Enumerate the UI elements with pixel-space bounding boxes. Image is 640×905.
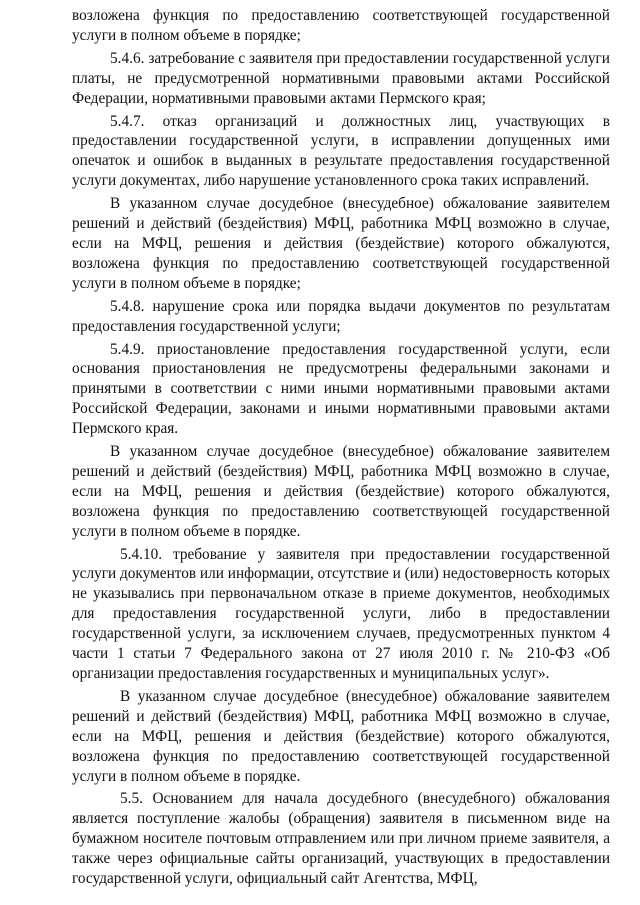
paragraph-5-4-6: 5.4.6. затребование с заявителя при предоставлении государственной услуги платы, не предусмотренной нормативными правовыми актами Российской Федерации, нормативными правовыми актами Пермского края;	[72, 49, 610, 107]
document-page	[72, 6, 610, 892]
paragraph-mfc-appeal-3: В указанном случае досудебное (внесудебное) обжалование заявителем решений и действий (бездействия) МФЦ, работника МФЦ возможно в случае, если на МФЦ, решения и действия (бездействие) которого обжалуются, возложена функция по предоставлению соответствующей государственной услуги в полном объеме в порядке.	[72, 687, 610, 785]
paragraph-mfc-appeal-2: В указанном случае досудебное (внесудебное) обжалование заявителем решений и действий (бездействия) МФЦ, работника МФЦ возможно в случае, если на МФЦ, решения и действия (бездействие) которого обжалуются, возложена функция по предоставлению соответствующей государственной услуги в полном объеме в порядке.	[72, 443, 610, 540]
paragraph-5-5: 5.5. Основанием для начала досудебного (внесудебного) обжалования является поступление жалобы (обращения) заявителя в письменном виде на бумажном носителе почтовым отправлением или при личном приеме заявителя, а также через официальные сайты организаций, участвующих в предоставлении государственной услуги, официальный сайт Агентства, МФЦ,	[72, 790, 610, 888]
paragraph-5-4-7: 5.4.7. отказ организаций и должностных лиц, участвующих в предоставлении государственной услуги, в исправлении допущенных ими опечаток и ошибок в выданных в результате предоставления государственной услуги документах, либо нарушение установленного срока таких исправлений.	[72, 112, 610, 190]
paragraph-mfc-appeal-1: В указанном случае досудебное (внесудебное) обжалование заявителем решений и действий (бездействия) МФЦ, работника МФЦ возможно в случае, если на МФЦ, решения и действия (бездействие) которого обжалуются, возложена функция по предоставлению соответствующей государственной услуги в полном объеме в порядке;	[72, 195, 610, 292]
paragraph-5-4-10: 5.4.10. требование у заявителя при предоставлении государственной услуги документов или информации, отсутствие и (или) недостоверность которых не указывались при первоначальном отказе в приеме документов, необходимых для предоставления государственной услуги, либо в предоставлении государственной услуги, за исключением случаев, предусмотренных пунктом 4 части 1 статьи 7 Федерального закона от 27 июля 2010 г. № 210-ФЗ «Об организации предоставления государственных и муниципальных услуг».	[72, 545, 611, 682]
paragraph-5-4-9: 5.4.9. приостановление предоставления государственной услуги, если основания приостановления не предусмотрены федеральными законами и принятыми в соответствии с ними иными нормативными правовыми актами Российской Федерации, законами и иными нормативными правовыми актами Пермского края.	[72, 340, 610, 438]
paragraph-5-4-8: 5.4.8. нарушение срока или порядка выдачи документов по результатам предоставления государственной услуги;	[72, 297, 610, 335]
paragraph-continuation: возложена функция по предоставлению соответствующей государственной услуги в полном объеме в порядке;	[72, 7, 610, 44]
